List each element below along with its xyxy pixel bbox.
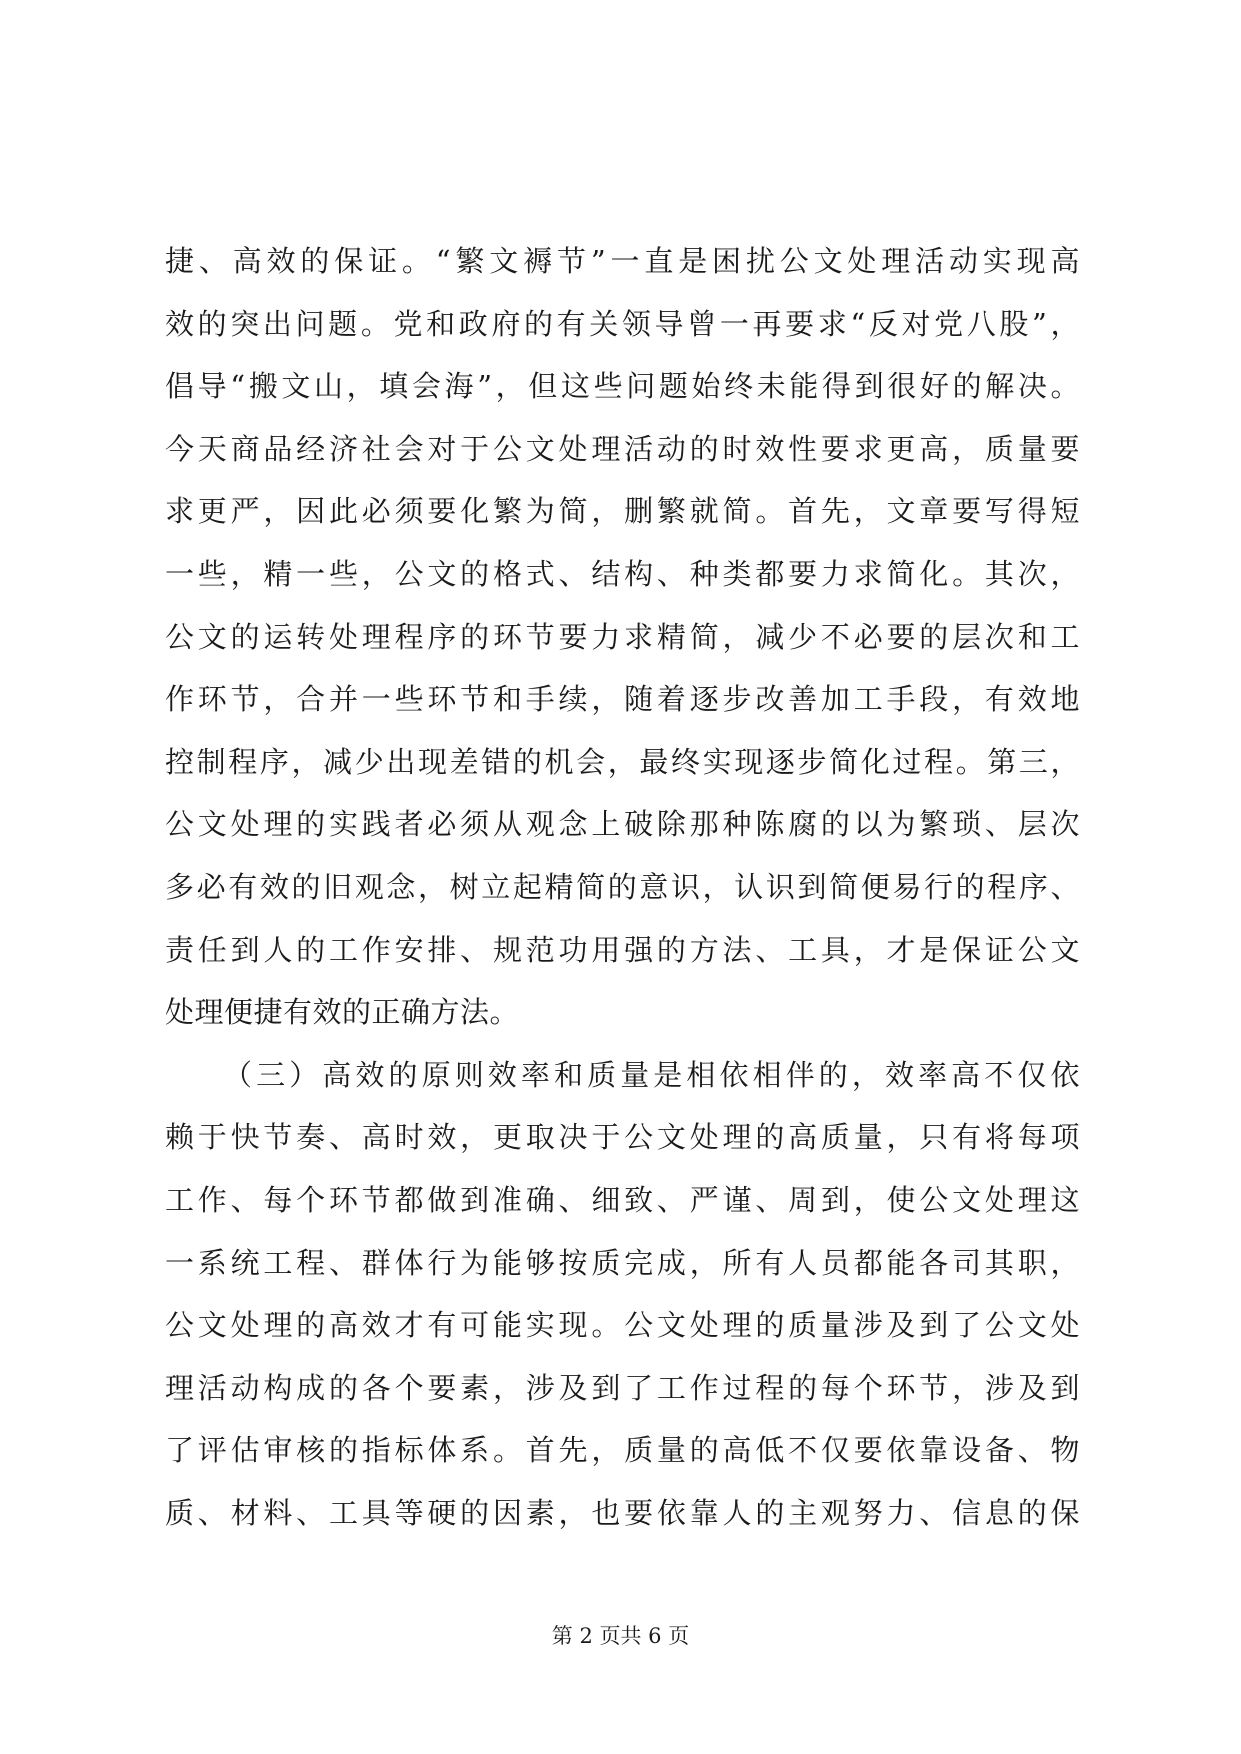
page-footer [0, 1621, 1241, 1651]
text-line: 控制程序，减少出现差错的机会，最终实现逐步简化过程。第三， [165, 744, 1080, 779]
text-line: 作环节，合并一些环节和手续，随着逐步改善加工手段，有效地 [165, 682, 1080, 717]
section-heading-line: （三）高效的原则效率和质量是相依相伴的，效率高不仅依 [223, 1057, 1080, 1092]
text-line: 了评估审核的指标体系。首先，质量的高低不仅要依靠设备、物 [165, 1433, 1080, 1468]
text-line: 赖于快节奏、高时效，更取决于公文处理的高质量，只有将每项 [165, 1120, 1080, 1155]
text-line: 一系统工程、群体行为能够按质完成，所有人员都能各司其职， [165, 1245, 1080, 1280]
body-text [165, 230, 1080, 1544]
text-line: 公文的运转处理程序的环节要力求精简，减少不必要的层次和工 [165, 619, 1080, 654]
text-line: 理活动构成的各个要素，涉及到了工作过程的每个环节，涉及到 [165, 1370, 1080, 1405]
text-line: 工作、每个环节都做到准确、细致、严谨、周到，使公文处理这 [165, 1182, 1080, 1217]
text-line: 多必有效的旧观念，树立起精简的意识，认识到简便易行的程序、 [165, 869, 1080, 904]
page-total: 共 6 页 [620, 1624, 690, 1648]
text-line: 责任到人的工作安排、规范功用强的方法、工具，才是保证公文 [165, 932, 1080, 967]
text-line: 捷、高效的保证。“繁文褥节”一直是困扰公文处理活动实现高 [165, 244, 1080, 278]
text-line: 求更严，因此必须要化繁为简，删繁就简。首先，文章要写得短 [165, 494, 1080, 529]
page-number: 第 2 页 [551, 1624, 621, 1648]
text-line: 一些，精一些，公文的格式、结构、种类都要力求简化。其次， [165, 556, 1080, 591]
text-line: 效的突出问题。党和政府的有关领导曾一再要求“反对党八股”， [165, 306, 1080, 341]
text-line: 处理便捷有效的正确方法。 [165, 995, 520, 1030]
text-line: 公文处理的实践者必须从观念上破除那种陈腐的以为繁琐、层次 [165, 807, 1080, 842]
text-line: 倡导“搬文山，填会海”，但这些问题始终未能得到很好的解决。 [165, 369, 1080, 404]
text-line: 公文处理的高效才有可能实现。公文处理的质量涉及到了公文处 [165, 1308, 1080, 1343]
text-line: 今天商品经济社会对于公文处理活动的时效性要求更高，质量要 [165, 431, 1080, 466]
text-line: 质、材料、工具等硬的因素，也要依靠人的主观努力、信息的保 [165, 1495, 1080, 1530]
